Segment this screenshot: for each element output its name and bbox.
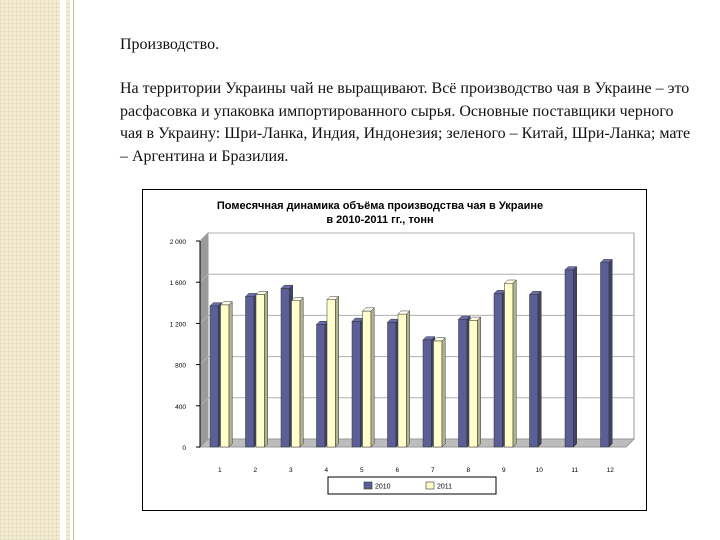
decorative-divider-line xyxy=(73,0,74,540)
legend-swatch xyxy=(426,482,434,489)
bar xyxy=(565,270,574,447)
legend-label: 2011 xyxy=(437,483,453,491)
x-tick-label: 12 xyxy=(606,467,614,474)
bar xyxy=(459,319,468,447)
x-tick-label: 5 xyxy=(359,467,364,474)
bar-side xyxy=(371,308,374,447)
bar xyxy=(398,314,407,447)
bar-side xyxy=(442,338,445,447)
bar-side xyxy=(538,291,541,447)
bar xyxy=(388,322,397,447)
bar xyxy=(494,294,503,447)
x-tick-label: 10 xyxy=(535,467,543,474)
y-tick-label: 1 600 xyxy=(169,280,186,288)
bar xyxy=(327,300,336,447)
bar-side xyxy=(265,291,268,447)
bar xyxy=(423,340,432,447)
bar-side xyxy=(229,302,232,447)
bar xyxy=(221,305,230,447)
bar xyxy=(292,301,301,447)
x-tick-label: 11 xyxy=(571,467,579,474)
slide-paragraph: На территории Украины чай не выращивают. Всё производство чая в Украине – это расфасовка и упаковка импортированного сырья. Основные поставщики черного чая в Украину: Шри-Ланка, Индия, Индонезия; зеленого – Китай, Шри-Ланка; мате – Аргентина и Бразилия. xyxy=(120,80,691,165)
y-tick-label: 2 000 xyxy=(169,239,186,246)
side-wall xyxy=(200,233,208,447)
x-tick-label: 9 xyxy=(501,467,506,474)
bar-side xyxy=(574,267,577,447)
bar xyxy=(210,306,219,447)
x-tick-label: 2 xyxy=(253,467,258,474)
bar xyxy=(601,263,610,447)
legend-box xyxy=(328,477,496,494)
bar xyxy=(363,311,372,447)
legend-swatch xyxy=(364,482,372,489)
x-tick-label: 7 xyxy=(430,467,435,474)
x-tick-label: 1 xyxy=(217,467,222,474)
bar xyxy=(352,321,361,447)
bar xyxy=(317,324,326,447)
chart-title-line-1: Помесячная динамика объёма производства чая в Украине xyxy=(216,200,544,212)
bar-side xyxy=(513,280,516,447)
bar xyxy=(246,297,255,447)
bar-side xyxy=(336,297,339,447)
bar-side xyxy=(300,298,303,447)
bar xyxy=(434,341,443,447)
bar-side xyxy=(407,311,410,447)
y-tick-label: 1 200 xyxy=(169,321,186,329)
y-tick-label: 800 xyxy=(175,362,186,370)
x-tick-label: 4 xyxy=(324,467,329,474)
decorative-side-band xyxy=(0,0,60,540)
production-bar-chart xyxy=(142,189,647,511)
bar xyxy=(469,320,478,447)
legend-label: 2010 xyxy=(375,483,391,491)
slide-heading: Производство. xyxy=(120,36,220,53)
y-tick-label: 0 xyxy=(182,445,186,452)
bar xyxy=(281,288,290,447)
bar-side xyxy=(609,259,612,447)
chart-container xyxy=(142,189,647,511)
decorative-band-edge xyxy=(66,0,70,540)
x-tick-label: 6 xyxy=(395,467,400,474)
x-tick-label: 8 xyxy=(466,467,471,474)
y-tick-label: 400 xyxy=(175,403,186,411)
bar xyxy=(256,295,265,447)
x-tick-label: 3 xyxy=(288,467,293,474)
bar-side xyxy=(478,317,481,447)
bar xyxy=(530,295,539,447)
chart-title-line-2: в 2010-2011 гг., тонн xyxy=(326,214,434,226)
bar xyxy=(505,283,514,447)
